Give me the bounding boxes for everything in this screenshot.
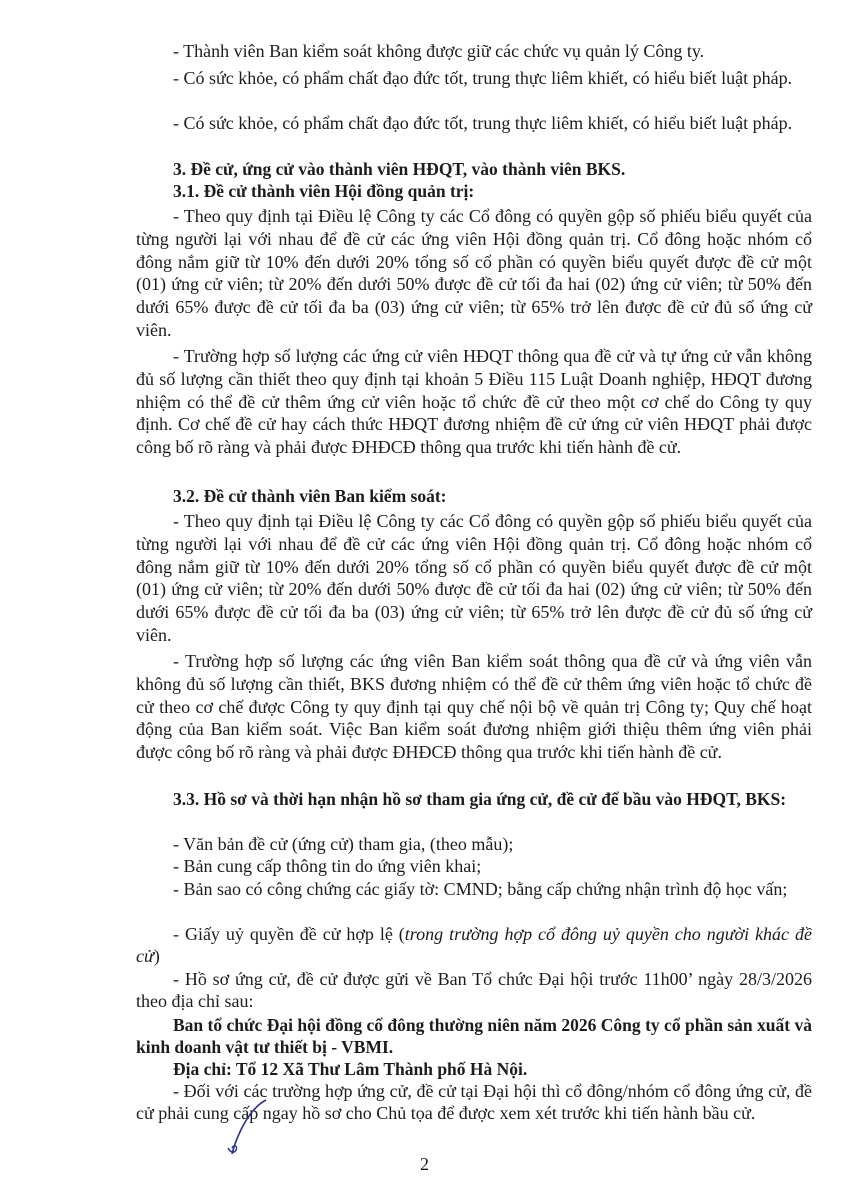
paragraph: - Trường hợp số lượng các ứng cử viên HĐQT thông qua đề cử và tự ứng cử vẫn không đủ số lượng cần thiết theo quy định tại khoản 5 Điều 115 Luật Doanh nghiệp, HĐQT đương nhiệm có thể đề cử thêm ứng cử viên hoặc tổ chức đề cử theo một cơ chế do Công ty quy định. Cơ chế đề cử hay cách thức HĐQT đương nhiệm đề cử ứng cử viên HĐQT phải được công bố rõ ràng và phải được ĐHĐCĐ thông qua trước khi tiến hành đề cử. [136, 346, 812, 458]
subsection-heading: 3.1. Đề cử thành viên Hội đồng quản trị: [173, 181, 475, 201]
list-item: - Bản sao có công chứng các giấy tờ: CMND; bằng cấp chứng nhận trình độ học vấn; [173, 879, 788, 899]
list-item: - Văn bản đề cử (ứng cử) tham gia, (theo mẫu); [173, 834, 514, 854]
list-item [136, 923, 812, 968]
proxy-italic-note: trong trường hợp cổ đông uỷ quyền cho người khác đề cử [136, 924, 812, 967]
organizer-address: Địa chỉ: Tổ 12 Xã Thư Lâm Thành phố Hà Nội. [173, 1059, 528, 1079]
paragraph: - Hồ sơ ứng cử, đề cử được gửi về Ban Tổ chức Đại hội trước 11h00’ ngày 28/3/2026 theo địa chỉ sau: [136, 969, 812, 1012]
paragraph: - Thành viên Ban kiểm soát không được giữ các chức vụ quản lý Công ty. [173, 41, 705, 61]
paragraph: - Theo quy định tại Điều lệ Công ty các Cổ đông có quyền gộp số phiếu biểu quyết của từng người lại với nhau để đề cử các ứng viên Hội đồng quản trị. Cổ đông hoặc nhóm cổ đông nắm giữ từ 10% đến dưới 20% tổng số cổ phần có quyền biểu quyết được đề cử một (01) ứng cử viên; từ 20% đến dưới 50% được đề cử tối đa hai (02) ứng cử viên; từ 50% đến dưới 65% được đề cử tối đa ba (03) ứng cử viên; từ 65% trở lên được đề cử đủ số ứng cử viên. [136, 511, 812, 645]
subsection-heading: 3.3. Hồ sơ và thời hạn nhận hồ sơ tham gia ứng cử, đề cử để bầu vào HĐQT, BKS: [173, 789, 787, 809]
subsection-heading: 3.2. Đề cử thành viên Ban kiểm soát: [173, 486, 447, 506]
proxy-close: ) [153, 946, 160, 967]
signature-mark-icon [226, 1098, 276, 1160]
paragraph: - Đối với các trường hợp ứng cử, đề cử tại Đại hội thì cổ đông/nhóm cổ đông ứng cử, đề cử phải cung cấp ngay hồ sơ cho Chủ tọa để được xem xét trước khi tiến hành bầu cử. [136, 1081, 812, 1124]
paragraph: - Có sức khỏe, có phẩm chất đạo đức tốt, trung thực liêm khiết, có hiểu biết luật pháp. [173, 68, 793, 88]
paragraph: - Trường hợp số lượng các ứng viên Ban kiểm soát thông qua đề cử và ứng viên vẫn không đủ số lượng cần thiết, BKS đương nhiệm có thể đề cử thêm ứng viên hoặc tổ chức đề cử theo cơ chế được Công ty quy định tại quy chế nội bộ về quản trị Công ty; Quy chế hoạt động của Ban kiểm soát. Việc Ban kiểm soát đương nhiệm giới thiệu thêm ứng viên phải được công bố rõ ràng và phải được ĐHĐCĐ thông qua trước khi tiến hành đề cử. [136, 651, 812, 763]
section-heading: 3. Đề cử, ứng cử vào thành viên HĐQT, vào thành viên BKS. [173, 159, 626, 179]
paragraph: - Theo quy định tại Điều lệ Công ty các Cổ đông có quyền gộp số phiếu biểu quyết của từng người lại với nhau để đề cử các ứng viên Hội đồng quản trị. Cổ đông hoặc nhóm cổ đông nắm giữ từ 10% đến dưới 20% tổng số cổ phần có quyền biểu quyết được đề cử một (01) ứng cử viên; từ 20% đến dưới 50% được đề cử tối đa hai (02) ứng cử viên; từ 50% đến dưới 65% được đề cử tối đa ba (03) ứng cử viên; từ 65% trở lên được đề cử đủ số ứng cử viên. [136, 206, 812, 340]
proxy-text: - Giấy uỷ quyền đề cử hợp lệ ( [173, 924, 405, 944]
paragraph: - Có sức khỏe, có phẩm chất đạo đức tốt, trung thực liêm khiết, có hiểu biết luật pháp. [173, 113, 793, 133]
page-number: 2 [420, 1154, 429, 1174]
list-item: - Bản cung cấp thông tin do ứng viên khai; [173, 856, 482, 876]
organizer-name: Ban tổ chức Đại hội đồng cổ đông thường niên năm 2026 Công ty cổ phần sản xuất và kinh doanh vật tư thiết bị - VBMI. [136, 1015, 812, 1058]
